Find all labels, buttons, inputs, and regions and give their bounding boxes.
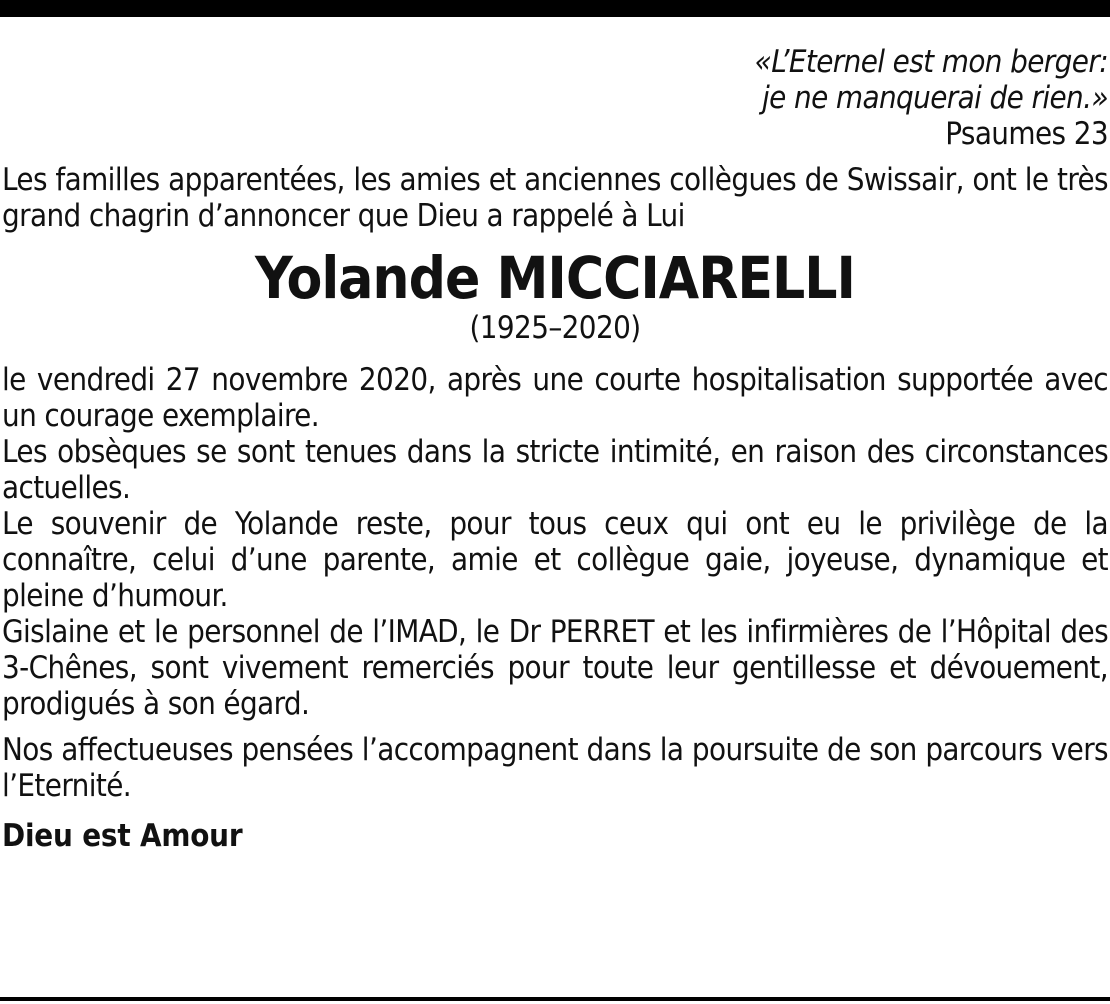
bottom-rule	[0, 997, 1110, 1001]
quote-reference: Psaumes 23	[945, 116, 1108, 152]
paragraph-funeral: Les obsèques se sont tenues dans la stricte intimité, en raison des circonstances actuelles.	[2, 434, 1108, 506]
paragraph-thanks: Gislaine et le personnel de l’IMAD, le Dr PERRET et les infirmières de l’Hôpital des 3-Chênes, sont vivement remerciés pour toute leur gentillesse et dévouement, prodigués à son égard.	[2, 614, 1108, 722]
life-dates: (1925–2020)	[469, 310, 641, 346]
announcement-intro: Les familles apparentées, les amies et anciennes collègues de Swissair, ont le très grand chagrin d’annoncer que Dieu a rappelé à Lui	[2, 162, 1108, 234]
quote-line-1: «L’Eternel est mon berger:	[754, 44, 1108, 80]
epigraph-quote	[2, 44, 1108, 152]
deceased-name: Yolande MICCIARELLI	[255, 244, 855, 312]
paragraph-memory: Le souvenir de Yolande reste, pour tous ceux qui ont eu le privilège de la connaître, celui d’une parente, amie et collègue gaie, joyeuse, dynamique et pleine d’humour.	[2, 506, 1108, 614]
paragraph-thoughts: Nos affectueuses pensées l’accompagnent dans la poursuite de son parcours vers l’Eternité.	[2, 732, 1108, 804]
closing-line: Dieu est Amour	[2, 818, 243, 854]
obituary-notice	[2, 44, 1108, 854]
top-rule	[0, 0, 1110, 17]
paragraph-death-date: le vendredi 27 novembre 2020, après une courte hospitalisation supportée avec un courage exemplaire.	[2, 362, 1108, 434]
quote-line-2: je ne manquerai de rien.»	[762, 80, 1108, 116]
